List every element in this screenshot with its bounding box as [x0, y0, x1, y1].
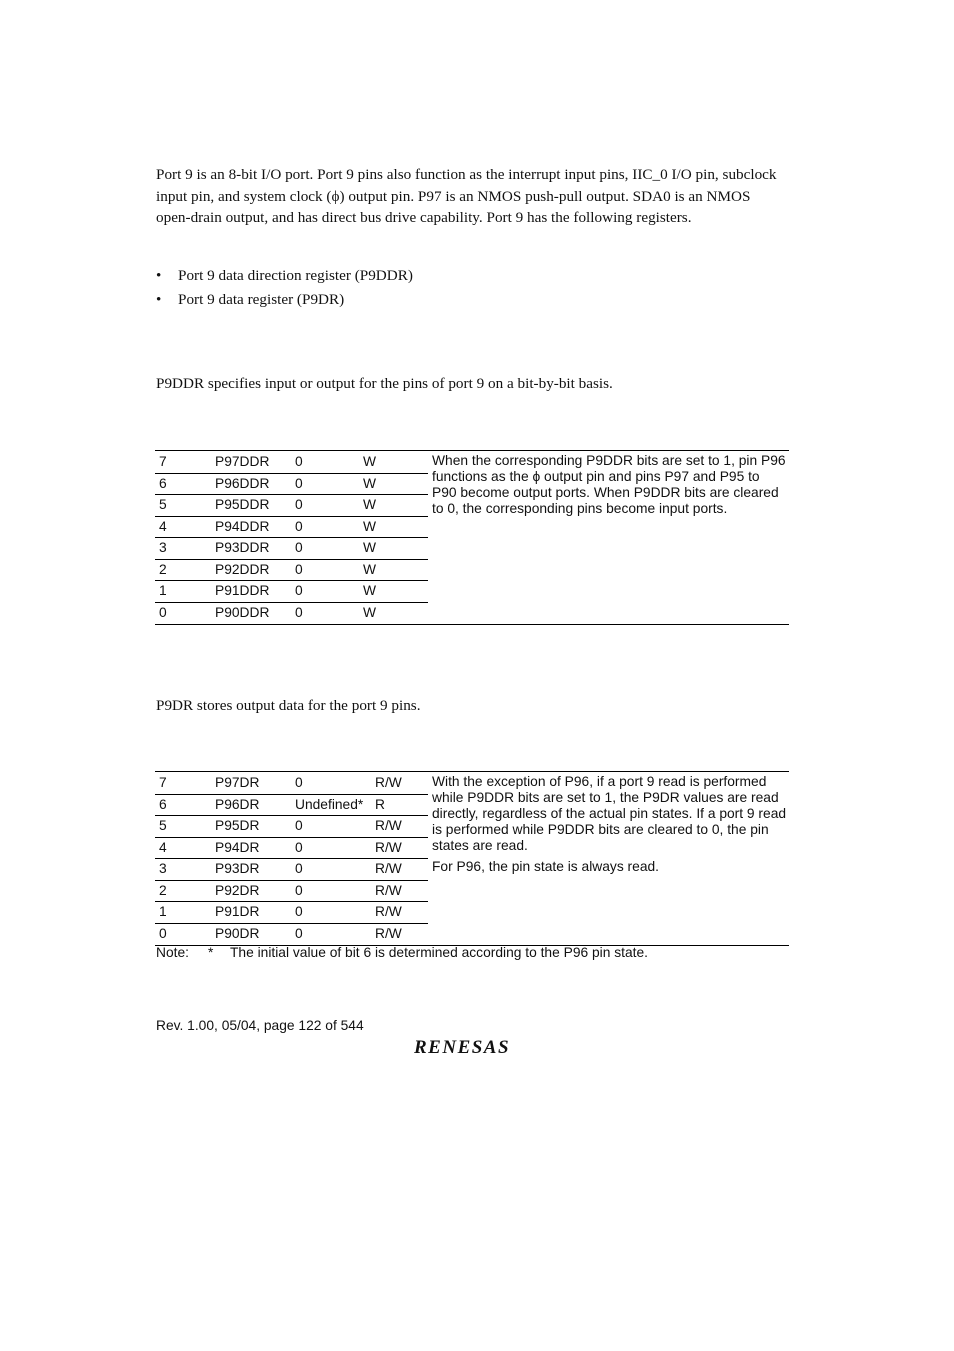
intro-paragraph: Port 9 is an 8-bit I/O port. Port 9 pins also function as the interrupt input pins, IIC_0 I/O pin, subclock input pin, and system clock (ϕ) output pin. P97 is an NMOS push-pull output. SDA0 is an NMOS open-drain output, and has direct bus drive capability. Port 9 has the following registers. [156, 166, 777, 226]
bit-name-cell: P94DR [215, 839, 260, 855]
table-row [155, 602, 428, 624]
table-row [155, 923, 428, 945]
table-row [155, 815, 428, 838]
bit-name-cell: P93DDR [215, 540, 270, 555]
bit-cell: 0 [159, 925, 167, 941]
rw-cell: R/W [375, 861, 402, 876]
p9dr-table [155, 771, 789, 946]
bit-cell: 1 [159, 904, 167, 919]
bit-cell: 6 [159, 796, 167, 812]
initial-value-cell: 0 [295, 583, 303, 598]
initial-value-cell: 0 [295, 604, 303, 620]
initial-value-cell: Undefined* [295, 796, 364, 812]
table-row [155, 516, 428, 539]
initial-value-cell: 0 [295, 497, 303, 512]
table-row [155, 537, 428, 560]
initial-value-cell: 0 [295, 540, 303, 555]
bit-name-cell: P90DDR [215, 604, 270, 620]
initial-value-cell: 0 [295, 518, 303, 534]
rw-cell: W [363, 475, 377, 491]
bit-name-cell: P96DDR [215, 475, 270, 491]
register-list [156, 265, 413, 313]
bit-name-cell: P97DDR [215, 454, 270, 469]
table-description-text: With the exception of P96, if a port 9 read is performed while P9DDR bits are set to 1, the P9DR values are read directly, regardless of the actual pin states. If a port 9 read is performed while P9DDR bits are cleared to 0, the pin states are read. [432, 774, 787, 853]
initial-value-cell: 0 [295, 839, 303, 855]
note-marker: * [208, 945, 214, 960]
rw-cell: R/W [375, 925, 402, 941]
rw-cell: W [363, 518, 377, 534]
bit-name-cell: P93DR [215, 861, 260, 876]
rw-cell: R/W [375, 818, 402, 833]
p9ddr-description: P9DDR specifies input or output for the pins of port 9 on a bit-by-bit basis. [156, 375, 613, 392]
initial-value-cell: 0 [295, 454, 303, 469]
initial-value-cell: 0 [295, 818, 303, 833]
p9ddr-table-description [432, 453, 787, 522]
renesas-logo [414, 1036, 536, 1061]
rw-cell: R [375, 796, 385, 812]
rw-cell: W [363, 583, 377, 598]
note-text: The initial value of bit 6 is determined according to the P96 pin state. [230, 945, 648, 960]
p9dr-table-description [432, 774, 787, 880]
rw-cell: W [363, 561, 377, 577]
table-row [155, 451, 428, 474]
renesas-logo-icon [414, 1036, 536, 1056]
bit-cell: 3 [159, 861, 167, 876]
table-row [155, 837, 428, 860]
bit-name-cell: P91DDR [215, 583, 270, 598]
initial-value-cell: 0 [295, 904, 303, 919]
table-row [155, 794, 428, 817]
table-row [155, 494, 428, 517]
bit-cell: 7 [159, 454, 167, 469]
bit-cell: 0 [159, 604, 167, 620]
table-row [155, 772, 428, 795]
list-item: • Port 9 data register (P9DR) [156, 289, 413, 313]
table-row [155, 559, 428, 582]
table-row [155, 473, 428, 496]
bit-name-cell: P90DR [215, 925, 260, 941]
initial-value-cell: 0 [295, 925, 303, 941]
bit-cell: 5 [159, 497, 167, 512]
rw-cell: W [363, 540, 377, 555]
table-row [155, 880, 428, 903]
initial-value-cell: 0 [295, 861, 303, 876]
list-item: • Port 9 data direction register (P9DDR) [156, 265, 413, 289]
bit-cell: 4 [159, 518, 167, 534]
initial-value-cell: 0 [295, 882, 303, 898]
bit-name-cell: P97DR [215, 775, 260, 790]
table-description-text: For P96, the pin state is always read. [432, 859, 659, 874]
rw-cell: R/W [375, 775, 402, 790]
table-description-text: When the corresponding P9DDR bits are set to 1, pin P96 functions as the ϕ output pin and pins P97 and P95 to P90 become output ports. When P9DDR bits are cleared to 0, the corresponding pins become input ports. [432, 453, 786, 516]
p9dr-description: P9DR stores output data for the port 9 pins. [156, 697, 421, 714]
bit-name-cell: P96DR [215, 796, 260, 812]
initial-value-cell: 0 [295, 561, 303, 577]
rw-cell: R/W [375, 904, 402, 919]
p9ddr-table [155, 450, 789, 625]
bit-cell: 7 [159, 775, 167, 790]
bit-name-cell: P95DDR [215, 497, 270, 512]
table-row [155, 858, 428, 881]
bit-cell: 3 [159, 540, 167, 555]
rw-cell: R/W [375, 839, 402, 855]
note-label: Note: [156, 945, 189, 960]
bit-name-cell: P95DR [215, 818, 260, 833]
bit-cell: 6 [159, 475, 167, 491]
bit-cell: 2 [159, 561, 167, 577]
bit-name-cell: P92DDR [215, 561, 270, 577]
bit-cell: 5 [159, 818, 167, 833]
bit-cell: 1 [159, 583, 167, 598]
bit-cell: 4 [159, 839, 167, 855]
table-row [155, 901, 428, 924]
rw-cell: R/W [375, 882, 402, 898]
page-footer: Rev. 1.00, 05/04, page 122 of 544 [156, 1018, 364, 1033]
initial-value-cell: 0 [295, 475, 303, 491]
logo-text: RENESAS [414, 1037, 511, 1056]
rw-cell: W [363, 604, 377, 620]
initial-value-cell: 0 [295, 775, 303, 790]
bit-name-cell: P94DDR [215, 518, 270, 534]
bit-name-cell: P92DR [215, 882, 260, 898]
rw-cell: W [363, 497, 377, 512]
rw-cell: W [363, 454, 377, 469]
bit-name-cell: P91DR [215, 904, 260, 919]
bit-cell: 2 [159, 882, 167, 898]
table-row [155, 580, 428, 603]
